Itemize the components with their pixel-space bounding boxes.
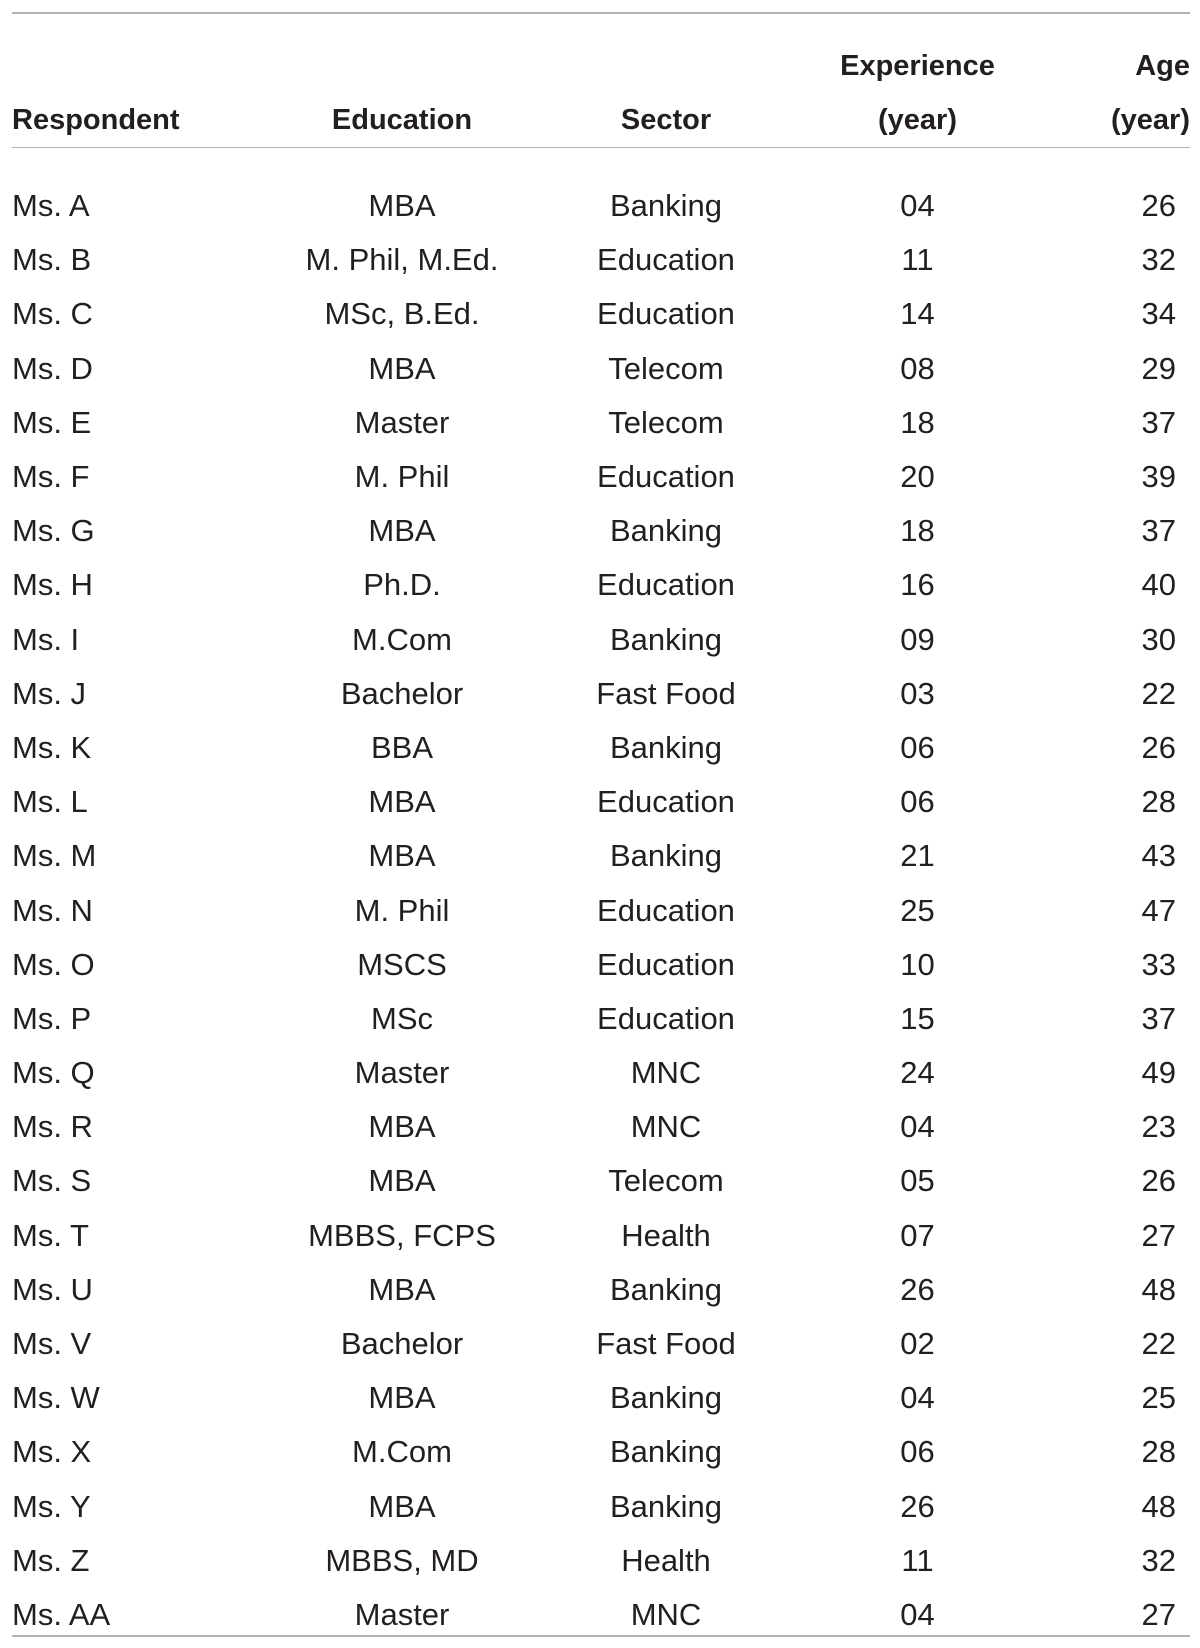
cell-education: MBBS, FCPS [308,1217,496,1253]
cell-education: BBA [370,729,434,765]
table-row [12,396,1190,450]
cell-education: MSc, B.Ed. [324,296,480,332]
cell-age: 39 [1141,459,1176,495]
table-row [12,504,1190,558]
cell-age: 27 [1141,1596,1176,1632]
cell-age: 47 [1141,892,1176,928]
cell-experience: 18 [900,404,935,440]
respondent-table [12,14,1190,1642]
cell-respondent: Ms. D [12,350,93,386]
cell-sector: Banking [609,621,723,657]
table-row [12,992,1190,1046]
cell-experience: 08 [900,350,935,386]
cell-age: 28 [1141,1434,1176,1470]
cell-sector: Education [597,784,735,820]
table-row [12,775,1190,829]
table-row [12,233,1190,287]
cell-education: Master [354,404,450,440]
header-education: Education [331,104,473,136]
cell-sector: Education [597,892,735,928]
cell-education: MBA [368,784,436,820]
cell-education: M.Com [352,621,452,657]
cell-sector: Telecom [608,350,724,386]
cell-experience: 06 [900,784,935,820]
cell-age: 23 [1141,1109,1176,1145]
cell-respondent: Ms. J [12,675,87,711]
table-body [12,171,1190,1642]
header-age-line1: Age [1135,50,1190,82]
table-row [12,613,1190,667]
cell-experience: 14 [900,296,935,332]
cell-education: Bachelor [340,675,464,711]
cell-sector: Education [597,1000,735,1036]
cell-sector: Education [597,296,735,332]
cell-sector: MNC [630,1596,702,1632]
cell-sector: Fast Food [596,675,736,711]
cell-education: MBA [368,838,436,874]
cell-sector: Education [597,459,735,495]
cell-sector: Banking [609,188,723,224]
cell-age: 26 [1141,188,1176,224]
cell-age: 37 [1141,404,1176,440]
cell-experience: 11 [901,242,934,278]
cell-respondent: Ms. E [12,404,92,440]
cell-sector: Fast Food [596,1326,736,1362]
cell-education: MBBS, MD [325,1542,479,1578]
cell-experience: 11 [901,1542,934,1578]
cell-education: MBA [368,1380,436,1416]
cell-age: 29 [1141,350,1176,386]
cell-respondent: Ms. Q [12,1055,95,1091]
cell-sector: Health [621,1542,711,1578]
cell-age: 25 [1141,1380,1176,1416]
table-row [12,1534,1190,1588]
cell-experience: 09 [900,621,935,657]
cell-age: 37 [1141,1000,1176,1036]
cell-education: MSc [371,1000,433,1036]
cell-respondent: Ms. Z [12,1542,90,1578]
cell-respondent: Ms. F [12,459,90,495]
cell-sector: Banking [609,1271,723,1307]
cell-sector: Education [597,567,735,603]
table-row [12,1263,1190,1317]
cell-sector: Telecom [608,404,724,440]
cell-respondent: Ms. R [12,1109,93,1145]
cell-respondent: Ms. C [12,296,93,332]
cell-education: MBA [368,350,436,386]
cell-age: 40 [1141,567,1176,603]
table-row [12,1425,1190,1479]
cell-age: 26 [1141,729,1176,765]
cell-age: 26 [1141,1163,1176,1199]
cell-education: M. Phil [354,892,450,928]
header-experience-line2: (year) [878,104,957,136]
cell-respondent: Ms. M [12,838,97,874]
cell-respondent: Ms. T [12,1217,89,1253]
cell-age: 34 [1141,296,1176,332]
cell-experience: 07 [900,1217,935,1253]
cell-experience: 20 [900,459,935,495]
cell-sector: Banking [609,1380,723,1416]
header-age-line2: (year) [1111,104,1190,136]
table-row [12,287,1190,341]
cell-experience: 10 [900,946,935,982]
table-row [12,1209,1190,1263]
cell-respondent: Ms. S [12,1163,92,1199]
cell-respondent: Ms. H [12,567,93,603]
cell-experience: 26 [900,1488,935,1524]
cell-respondent: Ms. W [12,1380,100,1416]
cell-education: Master [354,1055,450,1091]
table-row [12,1100,1190,1154]
cell-respondent: Ms. N [12,892,93,928]
cell-respondent: Ms. O [12,946,95,982]
cell-education: MBA [368,1109,436,1145]
cell-sector: Banking [609,1434,723,1470]
cell-respondent: Ms. P [12,1000,92,1036]
cell-sector: Health [621,1217,711,1253]
cell-respondent: Ms. L [12,784,88,820]
cell-experience: 15 [900,1000,935,1036]
cell-experience: 24 [900,1055,935,1091]
table-row [12,1317,1190,1371]
cell-experience: 18 [900,513,935,549]
cell-sector: Banking [609,1488,723,1524]
table-row [12,558,1190,612]
table-row [12,938,1190,992]
table-row [12,1046,1190,1100]
cell-experience: 05 [900,1163,935,1199]
cell-education: M.Com [352,1434,452,1470]
cell-education: M. Phil [354,459,450,495]
cell-age: 37 [1141,513,1176,549]
cell-education: Bachelor [340,1326,464,1362]
cell-sector: Banking [609,838,723,874]
cell-experience: 21 [900,838,935,874]
table-row [12,342,1190,396]
cell-sector: Telecom [608,1163,724,1199]
cell-age: 33 [1141,946,1176,982]
cell-experience: 26 [900,1271,935,1307]
cell-respondent: Ms. G [12,513,95,549]
cell-education: MBA [368,1488,436,1524]
cell-respondent: Ms. X [12,1434,92,1470]
cell-experience: 16 [900,567,935,603]
cell-experience: 04 [900,1596,935,1632]
cell-age: 32 [1141,242,1176,278]
cell-education: MBA [368,1271,436,1307]
cell-education: Master [354,1596,450,1632]
cell-sector: Banking [609,729,723,765]
cell-respondent: Ms. I [12,621,80,657]
table-row [12,883,1190,937]
cell-age: 32 [1141,1542,1176,1578]
cell-sector: MNC [630,1055,702,1091]
cell-age: 48 [1141,1488,1176,1524]
table-row [12,1371,1190,1425]
cell-respondent: Ms. AA [12,1596,111,1632]
header-row [12,14,1190,171]
table-row [12,1480,1190,1534]
cell-age: 22 [1141,675,1176,711]
cell-respondent: Ms. U [12,1271,93,1307]
cell-sector: MNC [630,1109,702,1145]
cell-age: 43 [1141,838,1176,874]
table-row [12,1154,1190,1208]
cell-experience: 04 [900,1109,935,1145]
cell-age: 48 [1141,1271,1176,1307]
cell-experience: 03 [900,675,935,711]
cell-respondent: Ms. V [12,1326,92,1362]
header-respondent: Respondent [12,104,180,136]
header-experience [790,14,1045,171]
cell-respondent: Ms. Y [12,1488,91,1524]
cell-respondent: Ms. A [12,188,90,224]
cell-age: 30 [1141,621,1176,657]
cell-sector: Education [597,242,735,278]
cell-experience: 02 [900,1326,935,1362]
header-experience-line1: Experience [840,50,995,82]
cell-sector: Education [597,946,735,982]
cell-education: MBA [368,1163,436,1199]
cell-education: MBA [368,513,436,549]
table-header [12,14,1190,171]
table-row [12,171,1190,233]
cell-education: MBA [368,188,436,224]
cell-experience: 06 [900,1434,935,1470]
cell-respondent: Ms. B [12,242,92,278]
header-age [1045,14,1190,171]
cell-experience: 04 [900,1380,935,1416]
cell-age: 28 [1141,784,1176,820]
table-row [12,1588,1190,1642]
table-row [12,667,1190,721]
cell-experience: 04 [900,188,935,224]
cell-experience: 06 [900,729,935,765]
cell-education: MSCS [357,946,447,982]
cell-sector: Banking [609,513,723,549]
cell-education: Ph.D. [363,567,441,603]
cell-age: 22 [1141,1326,1176,1362]
cell-education: M. Phil, M.Ed. [305,242,499,278]
cell-experience: 25 [900,892,935,928]
cell-age: 49 [1141,1055,1176,1091]
header-sector: Sector [620,104,712,136]
table-row [12,829,1190,883]
table-row [12,450,1190,504]
cell-respondent: Ms. K [12,729,92,765]
cell-age: 27 [1141,1217,1176,1253]
table-row [12,721,1190,775]
